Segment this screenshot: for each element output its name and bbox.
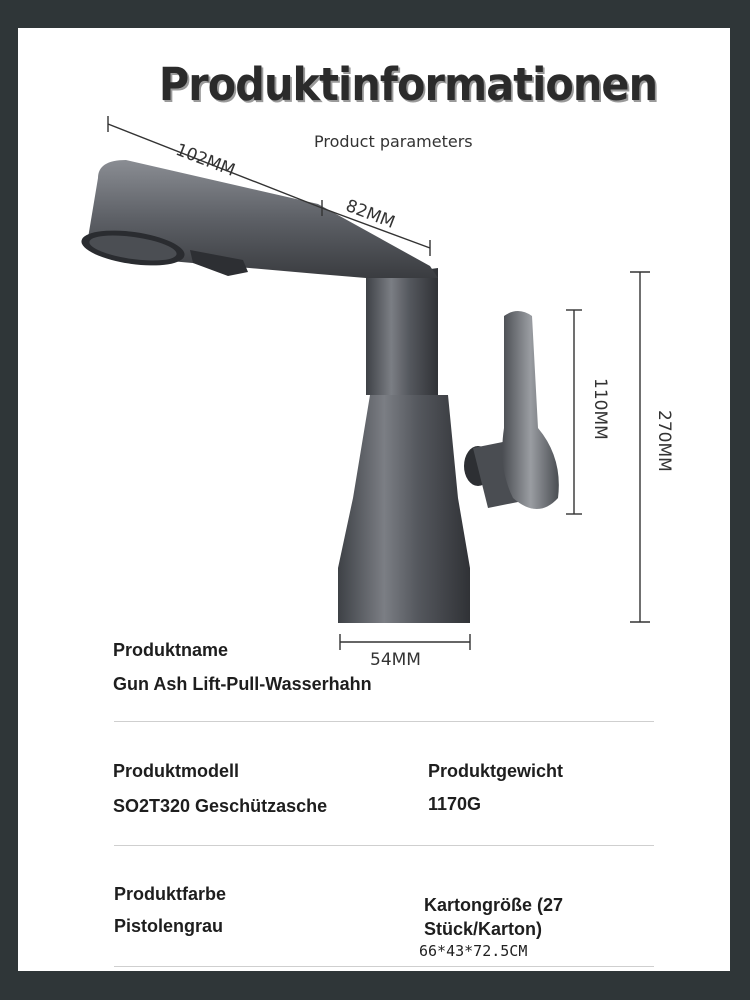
carton-size-label-line1: Kartongröße (27 <box>424 895 564 915</box>
product-weight-value: 1170G <box>428 794 482 814</box>
faucet-neck <box>366 268 438 395</box>
divider <box>114 966 654 967</box>
carton-size-label-line2: Stück/Karton) <box>424 919 543 939</box>
product-weight-label: Produktgewicht <box>428 761 564 781</box>
divider <box>114 721 654 722</box>
faucet-body <box>338 395 470 623</box>
product-name-value: Gun Ash Lift-Pull-Wasserhahn <box>113 674 372 694</box>
dim-head-length: 82MM <box>342 196 398 233</box>
carton-size-value: 66*43*72.5CM <box>419 942 528 960</box>
dim-total-height: 270MM <box>654 410 674 472</box>
product-model-value: SO2T320 Geschützasche <box>113 796 328 816</box>
dim-handle-height: 110MM <box>590 378 610 440</box>
dim-spout-length: 102MM <box>172 140 238 181</box>
dim-base-width: 54MM <box>370 650 421 670</box>
product-color-value: Pistolengrau <box>114 916 224 936</box>
faucet-illustration <box>18 28 730 688</box>
page-subtitle: Product parameters <box>314 132 473 151</box>
product-info-panel <box>18 28 730 971</box>
page-title: Produktinformationen <box>158 58 658 111</box>
divider <box>114 845 654 846</box>
product-name-label: Produktname <box>113 640 229 660</box>
product-color-label: Produktfarbe <box>114 884 227 904</box>
product-model-label: Produktmodell <box>113 761 240 781</box>
faucet-handle <box>502 311 559 509</box>
